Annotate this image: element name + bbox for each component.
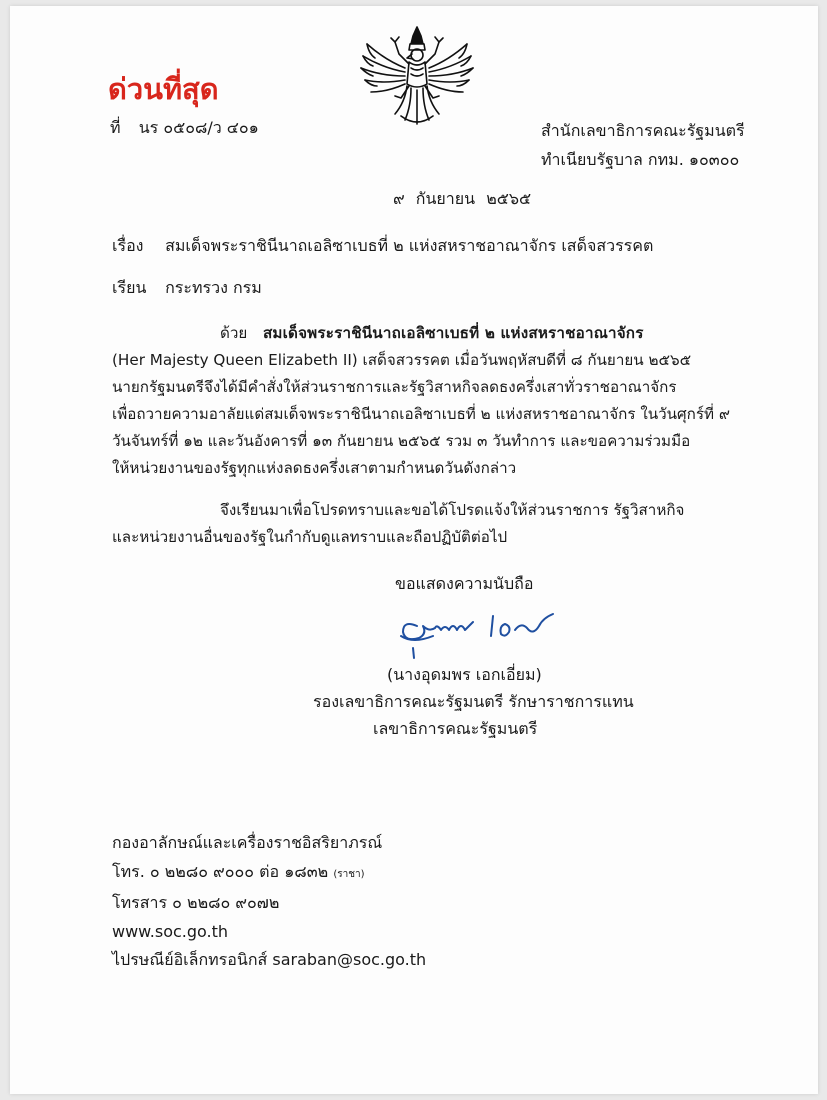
signer-name: (นางอุดมพร เอกเอี่ยม) xyxy=(387,665,542,684)
body-paragraph-2 xyxy=(112,497,730,551)
subject-label: เรื่อง xyxy=(112,236,144,255)
paragraph-line: (Her Majesty Queen Elizabeth II) เสด็จสวรรคต เมื่อวันพฤหัสบดีที่ ๘ กันยายน ๒๕๖๕ xyxy=(112,351,692,369)
signer-title: รองเลขาธิการคณะรัฐมนตรี รักษาราชการแทน xyxy=(313,692,634,711)
reference-label: ที่ xyxy=(110,118,121,137)
document-date: ๙ กันยายน ๒๕๖๕ xyxy=(393,189,532,208)
office-name: สำนักเลขาธิการคณะรัฐมนตรี xyxy=(541,121,745,140)
subject-line xyxy=(112,234,653,259)
department-name: กองอาลักษณ์และเครื่องราชอิสริยาภรณ์ xyxy=(112,833,383,852)
addressee-label: เรียน xyxy=(112,278,147,297)
reference-value: นร ๐๕๐๘/ว ๔๐๑ xyxy=(138,118,259,137)
paragraph-line: จึงเรียนมาเพื่อโปรดทราบและขอได้โปรดแจ้งให้ส่วนราชการ รัฐวิสาหกิจ xyxy=(220,501,685,519)
office-address: ทำเนียบรัฐบาล กทม. ๑๐๓๐๐ xyxy=(541,150,740,169)
paragraph-line: เพื่อถวายความอาลัยแด่สมเด็จพระราชินีนาถเอลิซาเบธที่ ๒ แห่งสหราชอาณาจักร ในวันศุกร์ที่ ๙ xyxy=(112,405,730,423)
paragraph-line: นายกรัฐมนตรีจึงได้มีคำสั่งให้ส่วนราชการและรัฐวิสาหกิจลดธงครึ่งเสาทั่วราชอาณาจักร xyxy=(112,378,677,396)
urgency-label: ด่วนที่สุด xyxy=(108,72,219,106)
handwritten-signature xyxy=(393,596,563,664)
email-line[interactable]: ไปรษณีย์อิเล็กทรอนิกส์ saraban@soc.go.th xyxy=(112,950,427,969)
queen-name-bold: สมเด็จพระราชินีนาถเอลิซาเบธที่ ๒ แห่งสหราชอาณาจักร xyxy=(262,324,644,342)
phone-line xyxy=(112,858,426,890)
paragraph-line xyxy=(112,320,730,347)
website-link[interactable]: www.soc.go.th xyxy=(112,921,229,941)
subject-text: สมเด็จพระราชินีนาถเอลิซาเบธที่ ๒ แห่งสหราชอาณาจักร เสด็จสวรรคต xyxy=(165,236,654,255)
paragraph-line: วันจันทร์ที่ ๑๒ และวันอังคารที่ ๑๓ กันยายน ๒๕๖๕ รวม ๓ วันทำการ และขอความร่วมมือ xyxy=(112,432,691,450)
paragraph-line: ให้หน่วยงานของรัฐทุกแห่งลดธงครึ่งเสาตามกำหนดวันดังกล่าว xyxy=(112,459,517,477)
body-paragraph-1 xyxy=(112,320,730,482)
addressee-text: กระทรวง กรม xyxy=(165,278,262,297)
phone-note: (ราชา) xyxy=(333,868,365,880)
closing-salutation: ขอแสดงความนับถือ xyxy=(395,574,534,593)
signer-title-secondary: เลขาธิการคณะรัฐมนตรี xyxy=(373,719,538,738)
addressee-line xyxy=(112,276,262,301)
issuing-office xyxy=(541,116,745,174)
contact-block xyxy=(112,829,426,975)
paragraph-line: และหน่วยงานอื่นของรัฐในกำกับดูแลทราบและถือปฏิบัติต่อไป xyxy=(112,528,508,546)
document-page xyxy=(10,6,818,1094)
paragraph-prefix: ด้วย xyxy=(220,324,248,342)
phone-number: โทร. ๐ ๒๒๘๐ ๙๐๐๐ ต่อ ๑๘๓๒ xyxy=(112,861,329,881)
garuda-emblem-icon xyxy=(355,24,479,130)
reference-number xyxy=(110,116,259,141)
fax-line: โทรสาร ๐ ๒๒๘๐ ๙๐๗๒ xyxy=(112,893,280,912)
